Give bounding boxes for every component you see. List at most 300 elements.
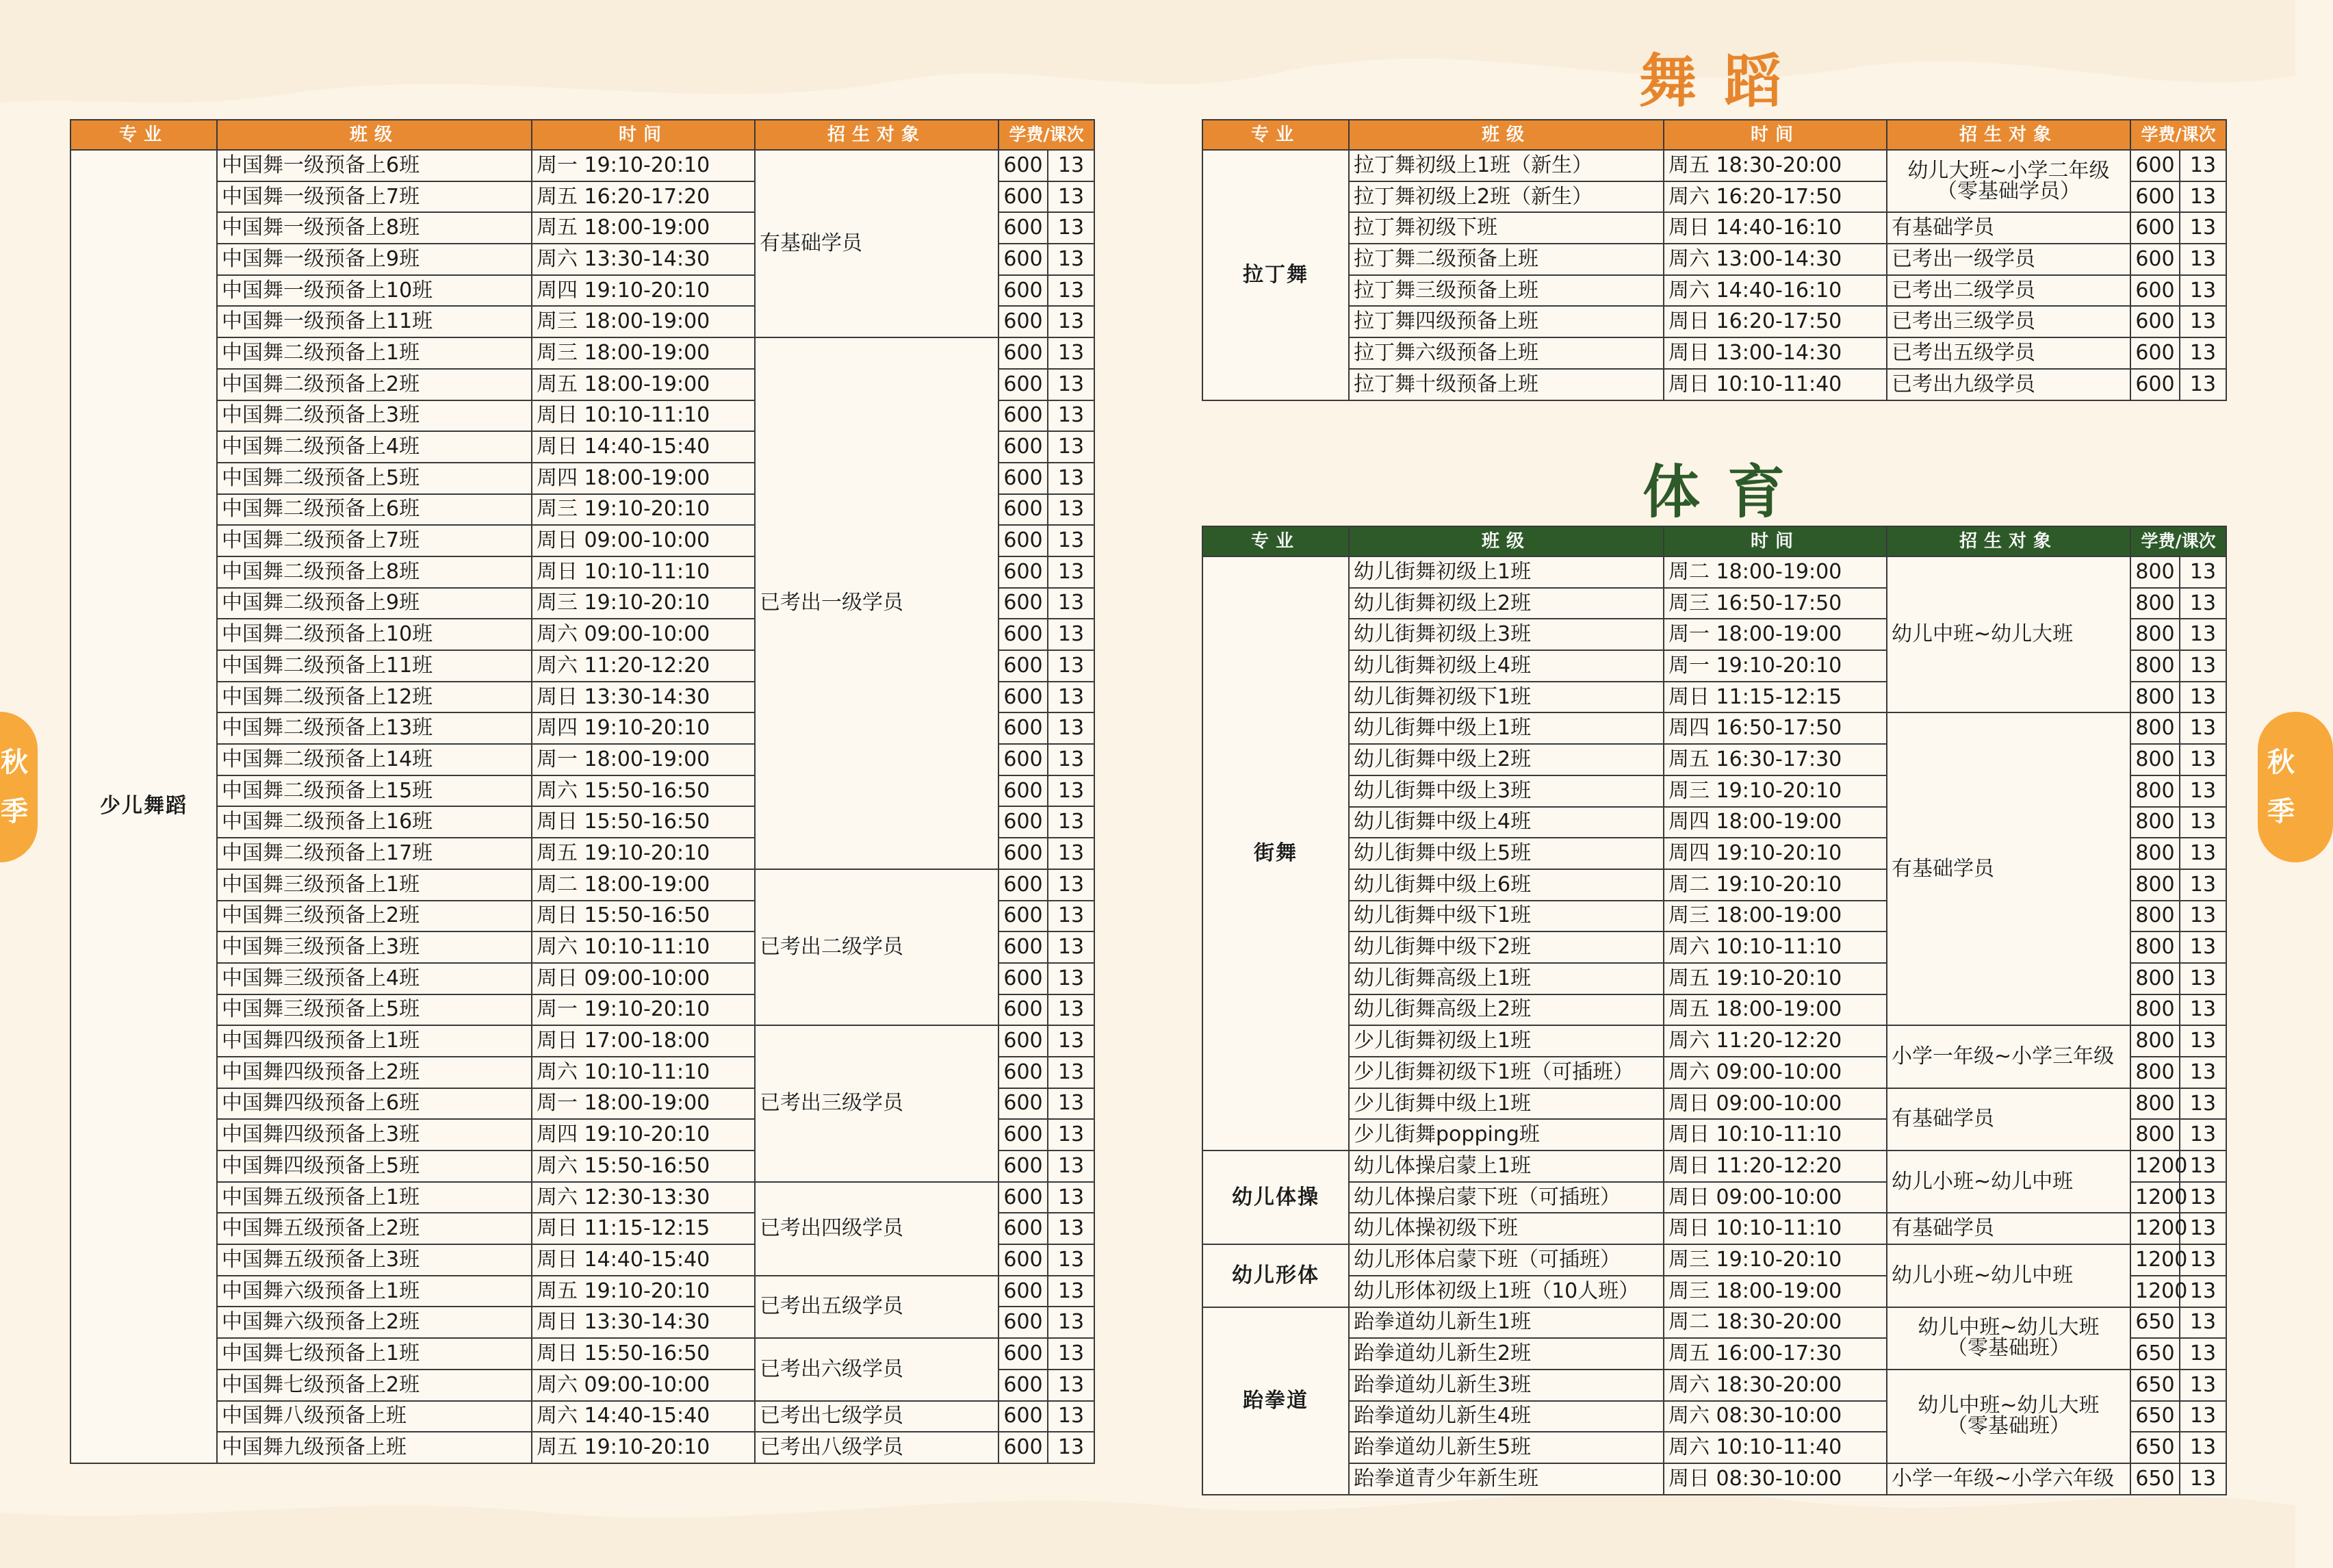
time-cell: 周六 08:30-10:00 <box>1664 1401 1887 1432</box>
lessons-cell: 13 <box>2180 963 2226 994</box>
time-cell: 周五 16:20-17:20 <box>532 181 755 213</box>
fee-cell: 600 <box>2130 337 2180 369</box>
lessons-cell: 13 <box>1048 1151 1094 1182</box>
fee-cell: 1200 <box>2130 1213 2180 1244</box>
class-name-cell: 少儿街舞初级上1班 <box>1349 1025 1664 1057</box>
fee-cell: 1200 <box>2130 1182 2180 1213</box>
header-fee: 学费/课次 <box>2130 120 2226 150</box>
time-cell: 周二 18:00-19:00 <box>1664 556 1887 588</box>
class-name-cell: 中国舞一级预备上8班 <box>217 212 532 244</box>
class-name-cell: 跆拳道青少年新生班 <box>1349 1463 1664 1495</box>
target-cell: 已考出三级学员 <box>1887 306 2130 337</box>
fee-cell: 600 <box>998 1307 1048 1338</box>
time-cell: 周日 09:00-10:00 <box>1664 1088 1887 1120</box>
lessons-cell: 13 <box>2180 1182 2226 1213</box>
class-name-cell: 中国舞四级预备上2班 <box>217 1057 532 1088</box>
fee-cell: 600 <box>998 712 1048 744</box>
target-cell: 有基础学员 <box>1887 212 2130 244</box>
time-cell: 周日 15:50-16:50 <box>532 806 755 838</box>
table-row <box>70 1338 1094 1370</box>
lessons-cell: 13 <box>1048 838 1094 869</box>
time-cell: 周日 15:50-16:50 <box>532 901 755 932</box>
table-row <box>1202 1151 2226 1182</box>
lessons-cell: 13 <box>2180 994 2226 1026</box>
fee-cell: 600 <box>998 994 1048 1026</box>
time-cell: 周四 18:00-19:00 <box>1664 807 1887 838</box>
time-cell: 周四 19:10-20:10 <box>532 1119 755 1151</box>
time-cell: 周日 11:15-12:15 <box>532 1213 755 1244</box>
target-cell: 已考出五级学员 <box>755 1276 998 1338</box>
time-cell: 周日 17:00-18:00 <box>532 1025 755 1057</box>
class-name-cell: 中国舞二级预备上16班 <box>217 806 532 838</box>
lessons-cell: 13 <box>1048 1432 1094 1463</box>
time-cell: 周日 14:40-15:40 <box>532 431 755 463</box>
time-cell: 周六 14:40-15:40 <box>532 1401 755 1432</box>
lessons-cell: 13 <box>1048 1338 1094 1370</box>
class-name-cell: 拉丁舞初级上2班（新生） <box>1349 181 1664 213</box>
fee-cell: 600 <box>998 1025 1048 1057</box>
fee-cell: 600 <box>2130 275 2180 307</box>
time-cell: 周六 09:00-10:00 <box>532 1370 755 1401</box>
class-name-cell: 幼儿街舞高级上2班 <box>1349 994 1664 1026</box>
header-time: 时间 <box>532 120 755 150</box>
fee-cell: 800 <box>2130 931 2180 963</box>
time-cell: 周日 10:10-11:40 <box>1664 369 1887 400</box>
lessons-cell: 13 <box>2180 1307 2226 1339</box>
lessons-cell: 13 <box>1048 806 1094 838</box>
header-target: 招生对象 <box>755 120 998 150</box>
class-name-cell: 幼儿街舞中级下1班 <box>1349 901 1664 932</box>
lessons-cell: 13 <box>1048 181 1094 213</box>
time-cell: 周六 18:30-20:00 <box>1664 1370 1887 1401</box>
class-name-cell: 幼儿街舞初级下1班 <box>1349 682 1664 713</box>
fee-cell: 600 <box>2130 181 2180 213</box>
header-major: 专业 <box>1202 526 1349 556</box>
fee-cell: 600 <box>998 494 1048 526</box>
time-cell: 周六 14:40-16:10 <box>1664 275 1887 307</box>
lessons-cell: 13 <box>2180 1119 2226 1151</box>
time-cell: 周日 10:10-11:10 <box>1664 1213 1887 1244</box>
lessons-cell: 13 <box>1048 494 1094 526</box>
header-class: 班级 <box>1349 120 1664 150</box>
class-name-cell: 幼儿形体启蒙下班（可插班） <box>1349 1244 1664 1276</box>
major-cell: 少儿舞蹈 <box>70 150 217 1463</box>
class-name-cell: 拉丁舞十级预备上班 <box>1349 369 1664 400</box>
fee-cell: 800 <box>2130 650 2180 682</box>
time-cell: 周二 18:00-19:00 <box>532 869 755 901</box>
class-name-cell: 中国舞四级预备上1班 <box>217 1025 532 1057</box>
table-row <box>1202 244 2226 275</box>
time-cell: 周三 18:00-19:00 <box>532 337 755 369</box>
table-row <box>70 869 1094 901</box>
class-name-cell: 中国舞二级预备上3班 <box>217 400 532 432</box>
major-cell: 跆拳道 <box>1202 1307 1349 1495</box>
class-name-cell: 中国舞五级预备上3班 <box>217 1244 532 1276</box>
class-name-cell: 中国舞六级预备上2班 <box>217 1307 532 1338</box>
latin-dance-schedule-table <box>1202 119 2227 401</box>
fee-cell: 1200 <box>2130 1244 2180 1276</box>
table-row <box>1202 1463 2226 1495</box>
fee-cell: 600 <box>998 744 1048 775</box>
class-name-cell: 拉丁舞三级预备上班 <box>1349 275 1664 307</box>
target-cell: 已考出六级学员 <box>755 1338 998 1400</box>
lessons-cell: 13 <box>1048 744 1094 775</box>
fee-cell: 600 <box>998 682 1048 713</box>
fee-cell: 600 <box>998 963 1048 994</box>
time-cell: 周六 12:30-13:30 <box>532 1182 755 1213</box>
time-cell: 周五 16:00-17:30 <box>1664 1338 1887 1370</box>
target-cell: 小学一年级~小学三年级 <box>1887 1025 2130 1088</box>
time-cell: 周三 18:00-19:00 <box>532 306 755 337</box>
time-cell: 周四 19:10-20:10 <box>1664 838 1887 869</box>
time-cell: 周六 10:10-11:10 <box>532 931 755 963</box>
lessons-cell: 13 <box>1048 463 1094 494</box>
header-target: 招生对象 <box>1887 120 2130 150</box>
class-name-cell: 中国舞二级预备上8班 <box>217 556 532 588</box>
target-cell: 已考出九级学员 <box>1887 369 2130 400</box>
class-name-cell: 中国舞一级预备上10班 <box>217 275 532 307</box>
class-name-cell: 幼儿体操启蒙下班（可插班） <box>1349 1182 1664 1213</box>
lessons-cell: 13 <box>1048 1119 1094 1151</box>
class-name-cell: 拉丁舞初级上1班（新生） <box>1349 150 1664 181</box>
fee-cell: 600 <box>998 181 1048 213</box>
fee-cell: 600 <box>2130 369 2180 400</box>
target-cell: 幼儿小班~幼儿中班 <box>1887 1244 2130 1307</box>
header-time: 时间 <box>1664 120 1887 150</box>
children-dance-schedule-table <box>70 119 1095 1464</box>
lessons-cell: 13 <box>1048 931 1094 963</box>
lessons-cell: 13 <box>2180 619 2226 650</box>
lessons-cell: 13 <box>2180 306 2226 337</box>
fee-cell: 800 <box>2130 1088 2180 1120</box>
fee-cell: 600 <box>998 306 1048 337</box>
season-char: 秋 <box>2267 747 2295 778</box>
header-class: 班级 <box>217 120 532 150</box>
lessons-cell: 13 <box>1048 1370 1094 1401</box>
time-cell: 周日 16:20-17:50 <box>1664 306 1887 337</box>
lessons-cell: 13 <box>2180 775 2226 807</box>
lessons-cell: 13 <box>1048 337 1094 369</box>
lessons-cell: 13 <box>1048 869 1094 901</box>
lessons-cell: 13 <box>1048 963 1094 994</box>
class-name-cell: 中国舞五级预备上1班 <box>217 1182 532 1213</box>
class-name-cell: 中国舞二级预备上13班 <box>217 712 532 744</box>
class-name-cell: 跆拳道幼儿新生1班 <box>1349 1307 1664 1339</box>
fee-cell: 600 <box>998 150 1048 181</box>
time-cell: 周五 19:10-20:10 <box>532 838 755 869</box>
time-cell: 周日 14:40-16:10 <box>1664 212 1887 244</box>
class-name-cell: 中国舞三级预备上2班 <box>217 901 532 932</box>
lessons-cell: 13 <box>2180 275 2226 307</box>
time-cell: 周日 09:00-10:00 <box>1664 1182 1887 1213</box>
class-name-cell: 中国舞八级预备上班 <box>217 1401 532 1432</box>
sports-schedule-table <box>1202 526 2227 1495</box>
time-cell: 周六 10:10-11:40 <box>1664 1432 1887 1463</box>
time-cell: 周六 11:20-12:20 <box>1664 1025 1887 1057</box>
class-name-cell: 幼儿街舞初级上3班 <box>1349 619 1664 650</box>
major-cell: 拉丁舞 <box>1202 150 1349 400</box>
time-cell: 周六 11:20-12:20 <box>532 650 755 682</box>
class-name-cell: 幼儿体操初级下班 <box>1349 1213 1664 1244</box>
lessons-cell: 13 <box>2180 901 2226 932</box>
time-cell: 周日 11:20-12:20 <box>1664 1151 1887 1182</box>
fee-cell: 800 <box>2130 556 2180 588</box>
time-cell: 周日 10:10-11:10 <box>532 400 755 432</box>
class-name-cell: 幼儿街舞中级上4班 <box>1349 807 1664 838</box>
time-cell: 周日 14:40-15:40 <box>532 1244 755 1276</box>
table-row <box>70 150 1094 181</box>
time-cell: 周三 19:10-20:10 <box>532 588 755 619</box>
lessons-cell: 13 <box>2180 1276 2226 1307</box>
lessons-cell: 13 <box>2180 682 2226 713</box>
lessons-cell: 13 <box>1048 682 1094 713</box>
fee-cell: 800 <box>2130 744 2180 775</box>
class-name-cell: 中国舞四级预备上5班 <box>217 1151 532 1182</box>
class-name-cell: 幼儿街舞中级上3班 <box>1349 775 1664 807</box>
table-row <box>1202 1025 2226 1057</box>
fee-cell: 1200 <box>2130 1276 2180 1307</box>
lessons-cell: 13 <box>1048 306 1094 337</box>
fee-cell: 800 <box>2130 1025 2180 1057</box>
time-cell: 周六 09:00-10:00 <box>1664 1057 1887 1088</box>
lessons-cell: 13 <box>1048 275 1094 307</box>
season-char: 季 <box>2267 796 2295 827</box>
major-cell: 街舞 <box>1202 556 1349 1151</box>
lessons-cell: 13 <box>1048 619 1094 650</box>
fee-cell: 800 <box>2130 838 2180 869</box>
class-name-cell: 幼儿街舞初级上4班 <box>1349 650 1664 682</box>
class-name-cell: 中国舞二级预备上9班 <box>217 588 532 619</box>
lessons-cell: 13 <box>2180 1025 2226 1057</box>
fee-cell: 1200 <box>2130 1151 2180 1182</box>
class-name-cell: 少儿街舞初级下1班（可插班） <box>1349 1057 1664 1088</box>
header-fee: 学费/课次 <box>998 120 1094 150</box>
lessons-cell: 13 <box>1048 712 1094 744</box>
target-cell: 小学一年级~小学六年级 <box>1887 1463 2130 1495</box>
class-name-cell: 幼儿街舞中级上2班 <box>1349 744 1664 775</box>
time-cell: 周六 09:00-10:00 <box>532 619 755 650</box>
table-row <box>70 1276 1094 1307</box>
fee-cell: 600 <box>998 1119 1048 1151</box>
fee-cell: 600 <box>2130 306 2180 337</box>
lessons-cell: 13 <box>2180 1244 2226 1276</box>
target-cell: 已考出七级学员 <box>755 1401 998 1432</box>
fee-cell: 600 <box>998 369 1048 400</box>
lessons-cell: 13 <box>2180 807 2226 838</box>
lessons-cell: 13 <box>1048 244 1094 275</box>
time-cell: 周六 10:10-11:10 <box>1664 931 1887 963</box>
class-name-cell: 中国舞二级预备上11班 <box>217 650 532 682</box>
time-cell: 周日 13:30-14:30 <box>532 1307 755 1338</box>
class-name-cell: 中国舞一级预备上7班 <box>217 181 532 213</box>
class-name-cell: 中国舞二级预备上10班 <box>217 619 532 650</box>
fee-cell: 600 <box>998 1276 1048 1307</box>
table-row <box>1202 712 2226 744</box>
class-name-cell: 中国舞三级预备上4班 <box>217 963 532 994</box>
lessons-cell: 13 <box>1048 1401 1094 1432</box>
sport-section-title: 体育 <box>1642 458 1813 526</box>
time-cell: 周五 18:00-19:00 <box>1664 994 1887 1026</box>
target-cell: 幼儿中班~幼儿大班 （零基础班） <box>1887 1307 2130 1370</box>
lessons-cell: 13 <box>1048 1088 1094 1120</box>
time-cell: 周三 19:10-20:10 <box>1664 775 1887 807</box>
class-name-cell: 幼儿街舞高级上1班 <box>1349 963 1664 994</box>
target-cell: 已考出二级学员 <box>1887 275 2130 307</box>
fee-cell: 800 <box>2130 1057 2180 1088</box>
class-name-cell: 拉丁舞四级预备上班 <box>1349 306 1664 337</box>
fee-cell: 600 <box>998 1182 1048 1213</box>
fee-cell: 600 <box>998 869 1048 901</box>
lessons-cell: 13 <box>2180 212 2226 244</box>
lessons-cell: 13 <box>2180 1057 2226 1088</box>
lessons-cell: 13 <box>2180 1213 2226 1244</box>
class-name-cell: 少儿街舞中级上1班 <box>1349 1088 1664 1120</box>
time-cell: 周二 18:30-20:00 <box>1664 1307 1887 1339</box>
fee-cell: 600 <box>2130 212 2180 244</box>
fee-cell: 600 <box>998 1432 1048 1463</box>
lessons-cell: 13 <box>1048 400 1094 432</box>
lessons-cell: 13 <box>2180 650 2226 682</box>
time-cell: 周一 19:10-20:10 <box>532 150 755 181</box>
fee-cell: 800 <box>2130 775 2180 807</box>
season-tab-left <box>0 712 38 862</box>
header-class: 班级 <box>1349 526 1664 556</box>
lessons-cell: 13 <box>1048 525 1094 556</box>
season-tab-right <box>2258 712 2333 862</box>
lessons-cell: 13 <box>1048 588 1094 619</box>
table-row <box>1202 1088 2226 1120</box>
target-cell: 已考出二级学员 <box>755 869 998 1025</box>
fee-cell: 600 <box>998 244 1048 275</box>
fee-cell: 600 <box>998 463 1048 494</box>
time-cell: 周日 09:00-10:00 <box>532 525 755 556</box>
header-time: 时间 <box>1664 526 1887 556</box>
lessons-cell: 13 <box>2180 181 2226 213</box>
time-cell: 周四 19:10-20:10 <box>532 275 755 307</box>
fee-cell: 600 <box>998 901 1048 932</box>
target-cell: 已考出一级学员 <box>1887 244 2130 275</box>
time-cell: 周一 19:10-20:10 <box>1664 650 1887 682</box>
time-cell: 周六 10:10-11:10 <box>532 1057 755 1088</box>
class-name-cell: 中国舞一级预备上6班 <box>217 150 532 181</box>
lessons-cell: 13 <box>1048 556 1094 588</box>
class-name-cell: 幼儿街舞中级上6班 <box>1349 869 1664 901</box>
fee-cell: 600 <box>998 806 1048 838</box>
lessons-cell: 13 <box>1048 1182 1094 1213</box>
lessons-cell: 13 <box>1048 1276 1094 1307</box>
fee-cell: 600 <box>998 1338 1048 1370</box>
class-name-cell: 中国舞七级预备上1班 <box>217 1338 532 1370</box>
fee-cell: 650 <box>2130 1463 2180 1495</box>
fee-cell: 800 <box>2130 869 2180 901</box>
lessons-cell: 13 <box>1048 901 1094 932</box>
lessons-cell: 13 <box>2180 1338 2226 1370</box>
header-major: 专业 <box>70 120 217 150</box>
fee-cell: 600 <box>998 1244 1048 1276</box>
time-cell: 周日 10:10-11:10 <box>532 556 755 588</box>
class-name-cell: 跆拳道幼儿新生3班 <box>1349 1370 1664 1401</box>
target-cell: 幼儿中班~幼儿大班 <box>1887 556 2130 712</box>
lessons-cell: 13 <box>2180 556 2226 588</box>
fee-cell: 600 <box>998 337 1048 369</box>
time-cell: 周六 16:20-17:50 <box>1664 181 1887 213</box>
fee-cell: 600 <box>998 775 1048 807</box>
target-cell: 已考出一级学员 <box>755 337 998 869</box>
table-row <box>1202 1370 2226 1401</box>
class-name-cell: 中国舞三级预备上3班 <box>217 931 532 963</box>
table-row <box>1202 306 2226 337</box>
table-row <box>1202 556 2226 588</box>
fee-cell: 800 <box>2130 619 2180 650</box>
fee-cell: 800 <box>2130 588 2180 619</box>
class-name-cell: 中国舞四级预备上3班 <box>217 1119 532 1151</box>
target-cell: 幼儿小班~幼儿中班 <box>1887 1151 2130 1213</box>
fee-cell: 650 <box>2130 1401 2180 1432</box>
class-name-cell: 中国舞二级预备上5班 <box>217 463 532 494</box>
class-name-cell: 中国舞一级预备上11班 <box>217 306 532 337</box>
time-cell: 周一 18:00-19:00 <box>1664 619 1887 650</box>
fee-cell: 600 <box>2130 244 2180 275</box>
time-cell: 周一 18:00-19:00 <box>532 744 755 775</box>
class-name-cell: 中国舞七级预备上2班 <box>217 1370 532 1401</box>
time-cell: 周五 19:10-20:10 <box>532 1276 755 1307</box>
lessons-cell: 13 <box>2180 931 2226 963</box>
table-row <box>70 1182 1094 1213</box>
class-name-cell: 中国舞二级预备上14班 <box>217 744 532 775</box>
lessons-cell: 13 <box>2180 712 2226 744</box>
time-cell: 周三 16:50-17:50 <box>1664 588 1887 619</box>
class-name-cell: 中国舞二级预备上17班 <box>217 838 532 869</box>
time-cell: 周五 18:00-19:00 <box>532 369 755 400</box>
target-cell: 有基础学员 <box>1887 1213 2130 1244</box>
class-name-cell: 中国舞二级预备上1班 <box>217 337 532 369</box>
time-cell: 周五 18:30-20:00 <box>1664 150 1887 181</box>
class-name-cell: 中国舞一级预备上9班 <box>217 244 532 275</box>
class-name-cell: 少儿街舞popping班 <box>1349 1119 1664 1151</box>
table-row <box>70 1025 1094 1057</box>
time-cell: 周日 11:15-12:15 <box>1664 682 1887 713</box>
class-name-cell: 跆拳道幼儿新生4班 <box>1349 1401 1664 1432</box>
fee-cell: 800 <box>2130 1119 2180 1151</box>
class-name-cell: 幼儿街舞初级上2班 <box>1349 588 1664 619</box>
table-row <box>1202 369 2226 400</box>
time-cell: 周二 19:10-20:10 <box>1664 869 1887 901</box>
major-cell: 幼儿体操 <box>1202 1151 1349 1244</box>
time-cell: 周三 18:00-19:00 <box>1664 1276 1887 1307</box>
class-name-cell: 中国舞三级预备上1班 <box>217 869 532 901</box>
lessons-cell: 13 <box>2180 1463 2226 1495</box>
class-name-cell: 幼儿体操启蒙上1班 <box>1349 1151 1664 1182</box>
class-name-cell: 中国舞二级预备上2班 <box>217 369 532 400</box>
class-name-cell: 幼儿街舞中级下2班 <box>1349 931 1664 963</box>
target-cell: 有基础学员 <box>755 150 998 337</box>
table-row <box>1202 337 2226 369</box>
time-cell: 周三 18:00-19:00 <box>1664 901 1887 932</box>
fee-cell: 600 <box>998 931 1048 963</box>
fee-cell: 800 <box>2130 712 2180 744</box>
fee-cell: 650 <box>2130 1432 2180 1463</box>
fee-cell: 650 <box>2130 1338 2180 1370</box>
table-row <box>1202 1213 2226 1244</box>
class-name-cell: 中国舞二级预备上6班 <box>217 494 532 526</box>
lessons-cell: 13 <box>2180 150 2226 181</box>
fee-cell: 600 <box>998 1370 1048 1401</box>
major-cell: 幼儿形体 <box>1202 1244 1349 1307</box>
lessons-cell: 13 <box>1048 150 1094 181</box>
fee-cell: 800 <box>2130 963 2180 994</box>
class-name-cell: 幼儿街舞中级上1班 <box>1349 712 1664 744</box>
fee-cell: 800 <box>2130 901 2180 932</box>
